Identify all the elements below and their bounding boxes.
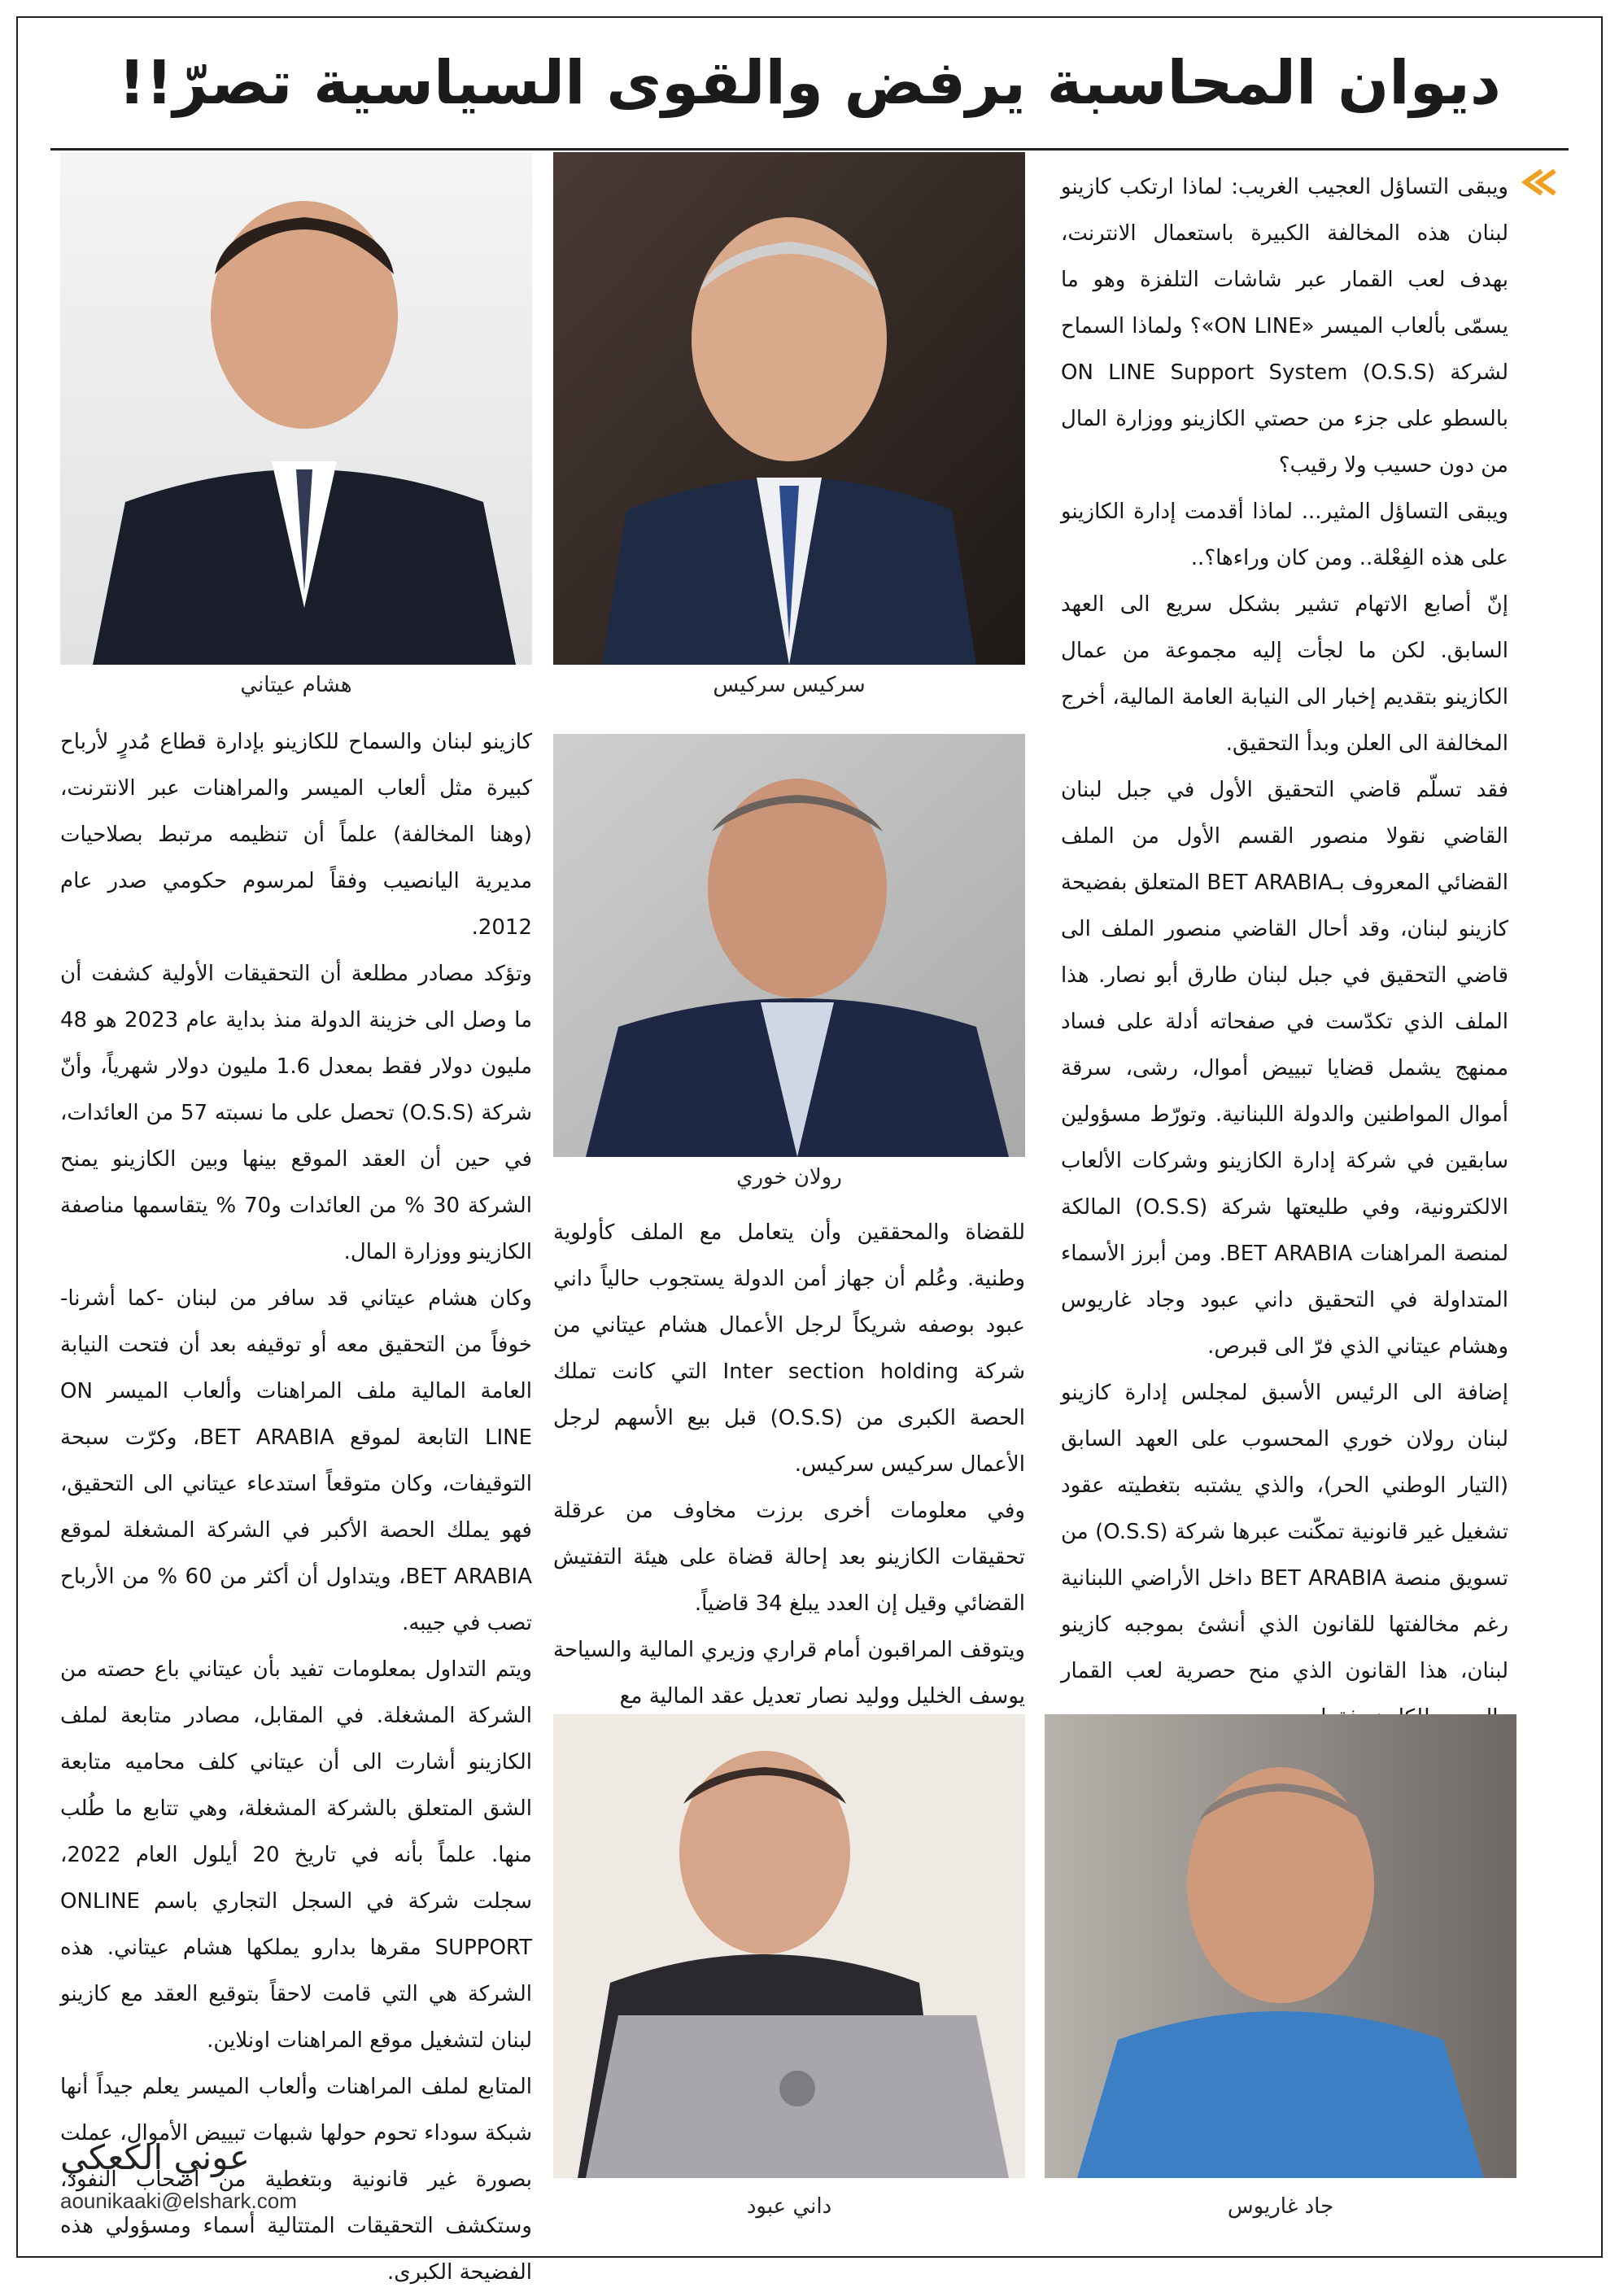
paragraph: وكان هشام عيتاني قد سافر من لبنان -كما أشرنا- خوفاً من التحقيق معه أو توقيفه بعد أن فتحت النيابة العامة المالية ملف المراهنات وألعاب الميسر ON LINE التابعة لموقع BET ARABIA، وكرّت سبحة التوقيفات، وكان متوقعاً استدعاء عيتاني الى التحقيق، فهو يملك الحصة الأكبر في الشركة المشغلة لموقع BET ARABIA، ويتداول أن أكثر من 60 % من الأرباح تصب في جيبه. <box>60 1286 532 1635</box>
photo-sarkis <box>553 152 1025 665</box>
paragraph: كازينو لبنان والسماح للكازينو بإدارة قطاع مُدرٍ لأرباح كبيرة مثل ألعاب الميسر والمراهنات عبر الانترنت، (وهنا المخالفة) علماً أن تنظيمه مرتبط بصلاحيات مديرية اليانصيب وفقاً لمرسوم حكومي صدر عام 2012. <box>60 730 532 940</box>
photo-dani <box>553 1714 1025 2178</box>
caption-hisham: هشام عيتاني <box>240 673 352 697</box>
paragraph: وفي معلومات أخرى برزت مخاوف من عرقلة تحقيقات الكازينو بعد إحالة قضاة على هيئة التفتيش القضائي وقيل إن العدد يبلغ 34 قاضياً. <box>553 1499 1025 1616</box>
newspaper-page <box>16 16 1603 2285</box>
paragraph: إنّ أصابع الاتهام تشير بشكل سريع الى العهد السابق. لكن ما لجأت إليه مجموعة من عمال الكازينو بتقديم إخبار الى النيابة العامة المالية، أخرج المخالفة الى العلن وبدأ التحقيق. <box>1061 592 1508 756</box>
right-column <box>1061 164 1508 1706</box>
photo-jad <box>1045 1714 1516 2178</box>
double-chevron-left-icon <box>1519 166 1558 199</box>
photo-roland <box>553 734 1025 1157</box>
caption-roland: رولان خوري <box>736 1165 842 1189</box>
paragraph: ويتم التداول بمعلومات تفيد بأن عيتاني باع حصته من الشركة المشغلة. في المقابل، مصادر متابعة لملف الكازينو أشارت الى أن عيتاني كلف محاميه متابعة الشق المتعلق بالشركة المشغلة، وهي تتابع ما طُلب منها. علماً بأنه في تاريخ 20 أيلول العام 2022، سجلت شركة في السجل التجاري باسم ONLINE SUPPORT مقرها بدارو يملكها هشام عيتاني. هذه الشركة هي التي قامت لاحقاً بتوقيع العقد مع كازينو لبنان لتشغيل موقع المراهنات اونلاين. <box>60 1657 532 2053</box>
author-email: aounikaaki@elshark.com <box>60 2189 297 2213</box>
paragraph: للقضاة والمحققين وأن يتعامل مع الملف كأولوية وطنية. وعُلم أن جهاز أمن الدولة يستجوب حالياً داني عبود بوصفه شريكاً لرجل الأعمال هشام عيتاني من شركة Inter section holding التي كانت تملك الحصة الكبرى من (O.S.S) قبل بيع الأسهم لرجل الأعمال سركيس سركيس. <box>553 1220 1026 1477</box>
headline: ديوان المحاسبة يرفض والقوى السياسية تصرّ!! <box>118 48 1501 118</box>
paragraph: فقد تسلّم قاضي التحقيق الأول في جبل لبنان القاضي نقولا منصور القسم الأول من الملف القضائي المعروف بـBET ARABIA المتعلق بفضيحة كازينو لبنان، وقد أحال القاضي منصور الملف الى قاضي التحقيق في جبل لبنان طارق أبو نصار. هذا الملف الذي تكدّست في صفحاته أدلة على فساد ممنهج يشمل قضايا تبييض أموال، رشى، سرقة أموال المواطنين والدولة اللبنانية. وتورّط مسؤولين سابقين في شركة إدارة الكازينو وشركات الألعاب الالكترونية، وفي طليعتها شركة (O.S.S) المالكة لمنصة المراهنات BET ARABIA. ومن أبرز الأسماء المتداولة في التحقيق داني عبود وجاد غاريوس وهشام عيتاني الذي فرّ الى قبرص. <box>1061 778 1508 1359</box>
paragraph: ويبقى التساؤل العجيب الغريب: لماذا ارتكب كازينو لبنان هذه المخالفة الكبيرة باستعمال الانترنت، بهدف لعب القمار عبر شاشات التلفزة وهو ما يسمّى بألعاب الميسر «ON LINE»؟ ولماذا السماح لشركة (O.S.S) ON LINE Support System بالسطو على جزء من حصتي الكازينو ووزارة المال من دون حسيب ولا رقيب؟ <box>1061 175 1508 478</box>
headline-rule <box>50 148 1569 151</box>
paragraph: إضافة الى الرئيس الأسبق لمجلس إدارة كازينو لبنان رولان خوري المحسوب على العهد السابق (التيار الوطني الحر)، والذي يشتبه بتغطيته عقود تشغيل غير قانونية تمكّنت عبرها شركة (O.S.S) من تسويق منصة BET ARABIA داخل الأراضي اللبنانية رغم مخالفتها للقانون الذي أنشئ بموجبه كازينو لبنان، هذا القانون الذي منح حصرية لعب القمار <box>1061 1381 1508 1683</box>
paragraph: المتابع لملف المراهنات وألعاب الميسر يعلم جيداً أنها شبكة سوداء تحوم حولها شبهات تبييض الأموال، عملت بصورة غير قانونية وبتغطية من أصحاب النفوذ، وستكشف التحقيقات المتتالية أسماء ومسؤولي هذه الفضيحة الكبرى. <box>60 2075 532 2285</box>
paragraph: ويبقى التساؤل المثير... لماذا أقدمت إدارة الكازينو على هذه الفِعْلة.. ومن كان وراءها؟.. <box>1061 500 1508 570</box>
caption-dani: داني عبود <box>746 2194 832 2219</box>
caption-sarkis: سركيس سركيس <box>713 673 866 697</box>
paragraph: وتؤكد مصادر مطلعة أن التحقيقات الأولية كشفت أن ما وصل الى خزينة الدولة منذ بداية عام 2023 هو 48 مليون دولار فقط بمعدل 1.6 مليون دولار شهرياً، وأنّ شركة (O.S.S) تحصل على ما نسبته 57 من العائدات، في حين أن العقد الموقع بينها وبين الكازينو يمنح الشركة 30 % من العائدات و70 % يتقاسمها مناصفة الكازينو ووزارة المال. <box>60 962 532 1264</box>
middle-column <box>553 1210 1026 1709</box>
caption-jad: جاد غاريوس <box>1227 2194 1334 2219</box>
photo-hisham <box>60 152 532 665</box>
author-name: عوني الكعكي <box>60 2137 250 2177</box>
paragraph: ويتوقف المراقبون أمام قراري وزيري المالية والسياحة يوسف الخليل ووليد نصار تعديل عقد المالية مع <box>553 1638 1025 1709</box>
